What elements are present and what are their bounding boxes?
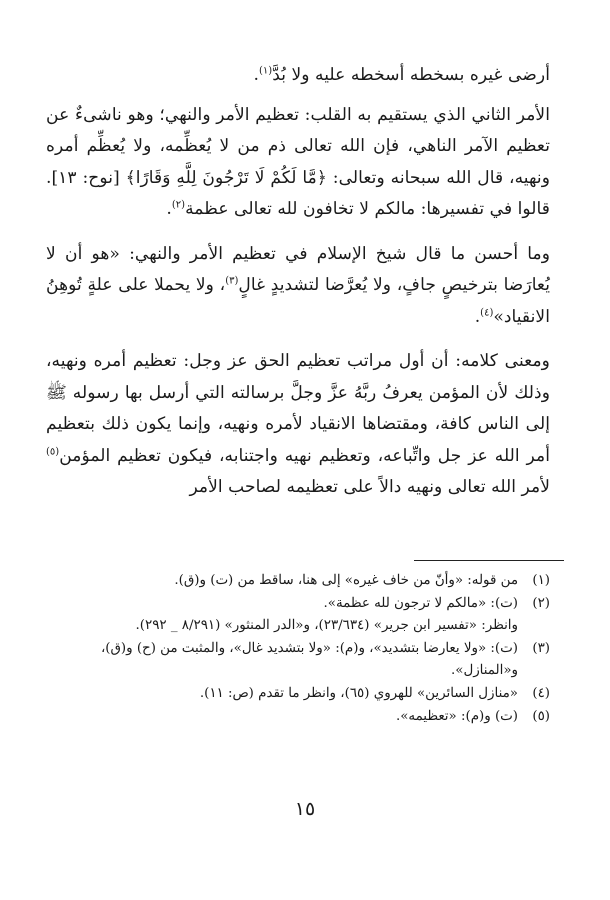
paragraph-1: أرضى غيره بسخطه أسخطه عليه ولا بُدَّ$^{(١)}$. [253,65,550,85]
footnote-text: (ت): «مالكم لا ترجون لله عظمة». [323,595,518,611]
footnote-continuation [46,615,550,638]
footnote-number: (٢) [532,595,550,611]
footnotes-section [46,570,550,728]
footnote-number: (٤) [532,685,550,701]
page-number: ١٥ [294,798,316,820]
footnote-item [46,706,550,729]
footnote-item [46,593,550,616]
footnote-number: (١) [532,573,550,588]
footnote-marker-1: (١) [259,65,273,77]
footnote-item [46,638,550,683]
footnote-text: (ت): «ولا يعارضا بتشديد»، و(م): «ولا بتشديد غال»، والمثبت من (ح) و(ق)، و«المنازل». [100,640,518,679]
footnote-text: (ت) و(م): «تعظيمه». [395,708,518,724]
footnote-number: (٣) [532,640,550,656]
paragraph-3: وما أحسن ما قال شيخ الإسلام في تعظيم الأمر والنهي: «هو أن لا يُعارَضا بترخيصٍ جافٍ، ولا يُعرَّضا لتشديدٍ غالٍ$^{(٣)}$، ولا يحملا على علةٍ تُوهِنُ الانقياد»$^{(٤)}$. [46,243,551,327]
footnote-divider [414,560,564,561]
footnote-number: (٥) [532,708,550,724]
footnote-text: «منازل السائرين» للهروي (٦٥)، وانظر ما تقدم (ص: ١١). [199,685,518,701]
paragraph-4: ومعنى كلامه: أن أول مراتب تعظيم الحق عز وجل: تعظيم أمره ونهيه، وذلك لأن المؤمن يعرفُ ربَّهُ عزَّ وجلَّ برسالته التي أرسل بها رسوله ﷺ إلى الناس كافة، ومقتضاها الانقياد لأمره ونهيه، وإنما يكون ذلك بتعظيم أمر الله عز جل واتِّباعه، وتعظيم نهيه واجتنابه، فيكون تعظيم المؤمن$^{(٥)}$ لأمر الله تعالى ونهيه دالاً على تعظيمه لصاحب الأمر [46,351,550,497]
main-text [46,60,550,517]
footnote-marker-3: (٣) [225,275,239,287]
footnote-text: من قوله: «وأنّ من خاف غيره» إلى هنا، ساقط من (ت) و(ق). [174,573,518,588]
footnote-marker-4: (٤) [480,306,494,318]
footnote-marker-5: (٥) [46,445,60,457]
footnote-item [46,570,550,593]
footnote-text: وانظر: «تفسير ابن جرير» (٢٣/٦٣٤)، و«الدر المنثور» (٨/٢٩١ _ ٢٩٢). [135,618,518,634]
paragraph-2: الأمر الثاني الذي يستقيم به القلب: تعظيم الأمر والنهي؛ وهو ناشىءٌ عن تعظيم الآمر الناهي، فإن الله تعالى ذم من لا يُعظِّمه، ولا يُعظِّم أمره ونهيه، قال الله سبحانه وتعالى: ﴿مَّا لَكُمْ لَا تَرْجُونَ لِلَّهِ وَقَارًا﴾ [نوح: ١٣]. قالوا في تفسيرها: مالكم لا تخافون لله تعالى عظمة$^{(٢)}$. [46,104,550,219]
footnote-marker-2: (٢) [171,199,186,211]
footnote-item [46,683,550,706]
